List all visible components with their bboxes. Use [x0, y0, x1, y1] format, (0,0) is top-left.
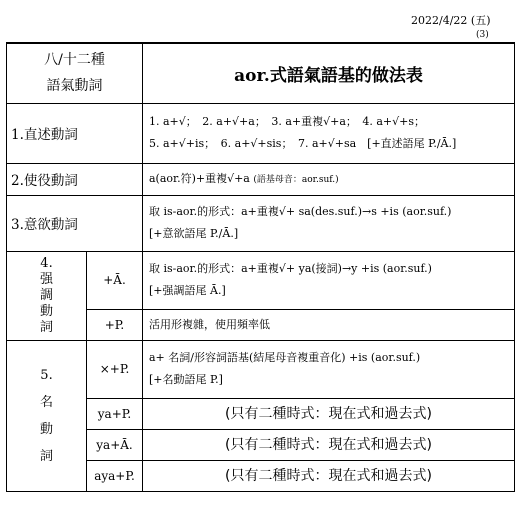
content-intensive-a	[143, 251, 515, 309]
indicative-line2: 5. a+√+is； 6. a+√+sis； 7. a+√+sa [+直述語尾 P./Ā.]	[149, 137, 457, 150]
intensive-num: 4.	[40, 255, 53, 271]
denominative-num: 5.	[40, 367, 53, 383]
intensive-a-line2: [+强調語尾 Ā.]	[149, 284, 226, 297]
row-desiderative	[7, 195, 515, 251]
content-denominative-4: (只有二種時式：現在式和過去式)	[143, 460, 515, 491]
intensive-sub-a: +Ā.	[87, 251, 143, 309]
row-denominative-1	[7, 340, 515, 398]
causative-note: (語基母音：aor.suf.)	[253, 174, 339, 185]
header-left-line2: 語氣動詞	[46, 78, 103, 95]
label-indicative: 1.直述動詞	[7, 103, 143, 163]
aor-mood-table	[6, 42, 515, 492]
intensive-a-line1: 取 is-aor.的形式：a+重複√+ ya(接詞)→y +is (aor.suf.)	[149, 262, 432, 275]
header-left-line1: 八/十二種	[44, 52, 105, 69]
row-causative	[7, 163, 515, 195]
denominative-char-1: 名	[39, 394, 53, 410]
intensive-char-3: 動	[39, 303, 53, 319]
intensive-sub-p: +P.	[87, 309, 143, 340]
desiderative-line2: [+意欲語尾 P./Ā.]	[149, 227, 239, 240]
content-denominative-3: (只有二種時式：現在式和過去式)	[143, 429, 515, 460]
content-desiderative	[143, 195, 515, 251]
label-intensive	[7, 251, 87, 340]
denominative-sub-3: ya+Ā.	[87, 429, 143, 460]
content-intensive-p: 活用形複雜，使用頻率低	[143, 309, 515, 340]
denominative-char-3: 詞	[39, 448, 53, 464]
table-title: aor.式語氣語基的做法表	[143, 43, 515, 103]
content-denominative-1	[143, 340, 515, 398]
label-causative: 2.使役動詞	[7, 163, 143, 195]
label-desiderative: 3.意欲動詞	[7, 195, 143, 251]
intensive-char-2: 調	[39, 287, 53, 303]
page-number: (3)	[476, 30, 489, 40]
denominative-sub-2: ya+P.	[87, 398, 143, 429]
causative-formula: a(aor.符)+重複√+a	[149, 171, 250, 185]
date-text: 2022/4/22 (五)	[411, 14, 491, 27]
row-indicative	[7, 103, 515, 163]
content-indicative	[143, 103, 515, 163]
denominative-1-line1: a+ 名詞/形容詞語基(結尾母音複重音化) +is (aor.suf.)	[149, 351, 421, 364]
indicative-line1: 1. a+√； 2. a+√+a； 3. a+重複√+a； 4. a+√+s；	[149, 115, 426, 128]
header-left-cell	[7, 43, 143, 103]
row-intensive-a	[7, 251, 515, 309]
table-header-row	[7, 43, 515, 103]
denominative-sub-1: ×+P.	[87, 340, 143, 398]
desiderative-line1: 取 is-aor.的形式：a+重複√+ sa(des.suf.)→s +is (aor.suf.)	[149, 205, 452, 218]
denominative-sub-4: aya+P.	[87, 460, 143, 491]
label-denominative	[7, 340, 87, 491]
denominative-1-line2: [+名動語尾 P.]	[149, 373, 223, 386]
intensive-char-1: 强	[39, 271, 53, 287]
content-denominative-2: (只有二種時式：現在式和過去式)	[143, 398, 515, 429]
denominative-char-2: 動	[39, 421, 53, 437]
intensive-char-4: 詞	[39, 319, 53, 335]
content-causative	[143, 163, 515, 195]
